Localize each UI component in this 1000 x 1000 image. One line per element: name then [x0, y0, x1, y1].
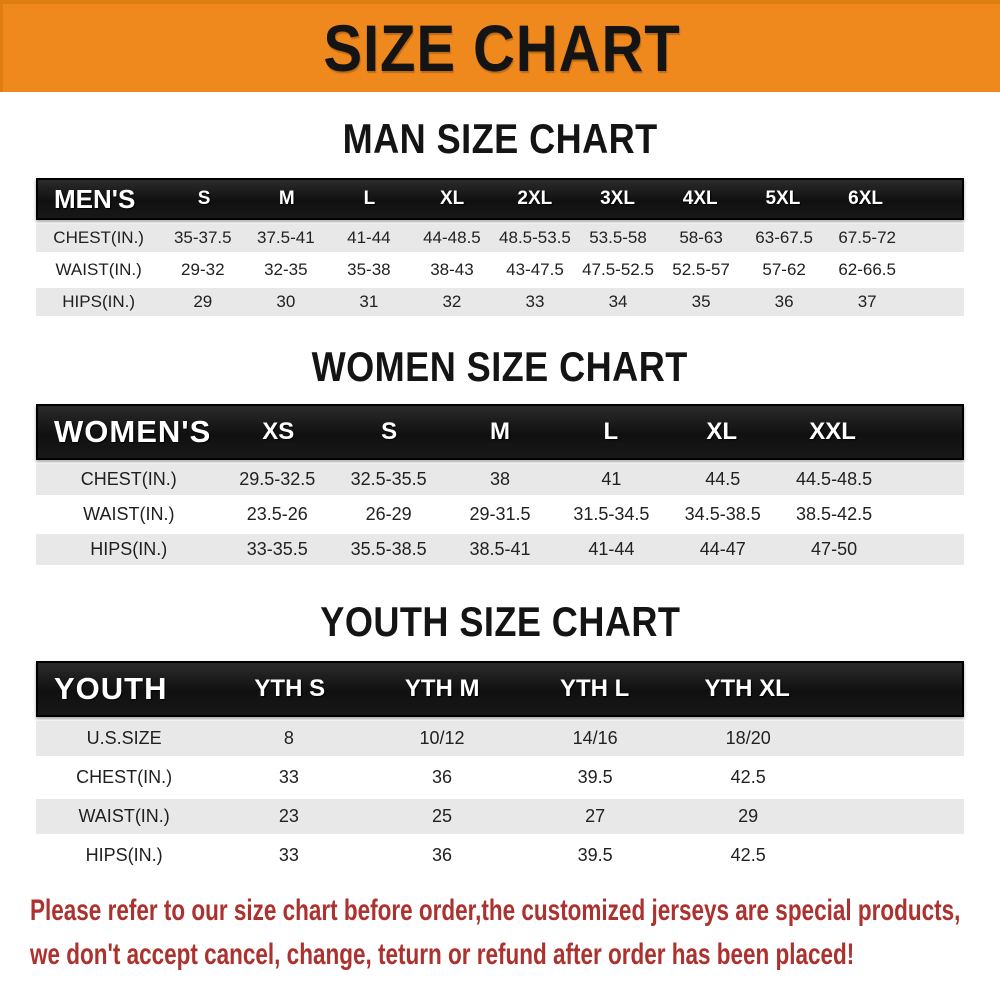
column-header: 6XL [848, 188, 883, 209]
man-section-heading [0, 115, 1000, 162]
table-row [36, 464, 964, 495]
table-cell: 18/20 [725, 728, 771, 748]
table-cell: 62-66.5 [838, 260, 896, 279]
table-cell: 57-62 [762, 260, 806, 279]
table-cell: 33 [525, 292, 545, 311]
column-header: M [278, 188, 295, 209]
table-cell: 29.5-32.5 [239, 469, 316, 489]
table-cell: 53.5-58 [589, 228, 647, 247]
table-cell: 31.5-34.5 [573, 504, 650, 524]
column-header: XS [262, 418, 295, 445]
row-label: U.S.SIZE [86, 728, 162, 748]
table-cell: 38.5-42.5 [796, 504, 873, 524]
table-cell: 44-47 [699, 539, 746, 559]
table-cell: 63-67.5 [755, 228, 813, 247]
man-heading-text: MAN SIZE CHART [342, 115, 658, 162]
table-cell: 29-31.5 [469, 504, 531, 524]
womens-size-table [36, 404, 964, 565]
table-cell: 37.5-41 [257, 228, 315, 247]
column-header: 4XL [682, 188, 718, 209]
youth-heading-text: YOUTH SIZE CHART [319, 598, 681, 645]
table-cell: 38 [489, 469, 510, 489]
table-cell: 44.5-48.5 [796, 469, 873, 489]
mens-size-table [36, 178, 964, 316]
disclaimer-line-2: we don't accept cancel, change, teturn or refund after order has been placed! [30, 938, 855, 971]
table-cell: 23.5-26 [246, 504, 308, 524]
table-cell: 43-47.5 [506, 260, 564, 279]
table-row [36, 799, 964, 834]
table-cell: 67.5-72 [838, 228, 896, 247]
table-header-label: YOUTH [54, 671, 168, 706]
column-header: YTH S [254, 675, 326, 702]
column-header: 5XL [765, 188, 801, 209]
table-cell: 39.5 [577, 767, 613, 787]
table-cell: 44.5 [705, 469, 741, 489]
table-row [36, 288, 964, 316]
table-cell: 41-44 [588, 539, 635, 559]
table-row [36, 760, 964, 795]
column-header: S [197, 188, 211, 209]
table-header-bar [36, 661, 964, 717]
table-cell: 35.5-38.5 [350, 539, 427, 559]
women-heading-text: WOMEN SIZE CHART [311, 343, 689, 390]
row-label: CHEST(IN.) [80, 469, 177, 489]
row-label: WAIST(IN.) [83, 504, 175, 524]
table-cell: 38-43 [430, 260, 474, 279]
table-cell: 35-37.5 [173, 228, 232, 247]
column-header: 3XL [600, 188, 635, 209]
row-label: CHEST(IN.) [76, 767, 173, 787]
youth-section-heading [0, 598, 1000, 645]
column-header: YTH M [404, 675, 480, 702]
table-cell: 29-32 [181, 260, 225, 279]
table-cell: 29 [738, 806, 759, 826]
table-cell: 58-63 [679, 228, 723, 247]
table-cell: 32 [442, 292, 462, 311]
table-cell: 48.5-53.5 [499, 228, 571, 247]
column-header: L [363, 188, 376, 209]
table-cell: 10/12 [419, 728, 465, 748]
table-cell: 39.5 [577, 845, 613, 865]
table-row [36, 534, 964, 565]
table-cell: 35 [691, 292, 711, 311]
table-cell: 36 [431, 767, 452, 787]
table-cell: 30 [276, 292, 296, 311]
table-row [36, 499, 964, 530]
table-header-label: MEN'S [54, 183, 136, 214]
table-cell: 36 [774, 292, 794, 311]
women-section-heading [0, 343, 1000, 390]
table-cell: 47.5-52.5 [582, 260, 654, 279]
row-label: WAIST(IN.) [78, 806, 170, 826]
table-cell: 33 [278, 767, 299, 787]
table-cell: 44-48.5 [423, 228, 481, 247]
table-header-label: WOMEN'S [54, 414, 212, 449]
column-header: XXL [809, 418, 856, 445]
table-row [36, 256, 964, 284]
table-cell: 42.5 [730, 767, 766, 787]
table-header-bar [36, 404, 964, 460]
column-header: YTH L [560, 675, 630, 702]
row-label: WAIST(IN.) [55, 260, 142, 279]
row-label: HIPS(IN.) [90, 539, 168, 559]
table-cell: 41 [601, 469, 622, 489]
table-cell: 29 [193, 292, 213, 311]
row-label: HIPS(IN.) [62, 292, 135, 311]
table-cell: 52.5-57 [672, 260, 730, 279]
table-cell: 34.5-38.5 [684, 504, 761, 524]
column-header: M [489, 418, 510, 445]
table-row [36, 838, 964, 873]
row-label: CHEST(IN.) [53, 228, 144, 247]
table-cell: 34 [608, 292, 628, 311]
column-header: S [381, 418, 398, 445]
table-cell: 32-35 [264, 260, 308, 279]
table-cell: 37 [857, 292, 877, 311]
column-header: XL [706, 418, 738, 445]
table-row [36, 721, 964, 756]
table-cell: 33 [278, 845, 299, 865]
disclaimer-line-1: Please refer to our size chart before order,the customized jerseys are special products, [30, 894, 961, 927]
table-cell: 41-44 [347, 228, 391, 247]
size-chart-banner [0, 0, 1000, 92]
column-header: 2XL [517, 188, 553, 209]
column-header: YTH XL [704, 675, 790, 702]
row-label: HIPS(IN.) [85, 845, 163, 865]
table-row [36, 224, 964, 252]
table-cell: 36 [431, 845, 452, 865]
table-cell: 23 [278, 806, 299, 826]
table-cell: 35-38 [347, 260, 391, 279]
banner-title: SIZE CHART [322, 11, 681, 85]
table-cell: 33-35.5 [246, 539, 308, 559]
table-cell: 42.5 [730, 845, 766, 865]
column-header: XL [440, 188, 465, 209]
table-cell: 25 [431, 806, 452, 826]
table-cell: 8 [283, 728, 294, 748]
table-cell: 14/16 [572, 728, 618, 748]
table-cell: 38.5-41 [469, 539, 531, 559]
table-cell: 26-29 [365, 504, 412, 524]
table-cell: 32.5-35.5 [350, 469, 427, 489]
table-header-bar [36, 178, 964, 220]
youth-size-table [36, 661, 964, 873]
table-cell: 47-50 [811, 539, 858, 559]
table-cell: 27 [585, 806, 606, 826]
order-disclaimer [30, 891, 1000, 979]
column-header: L [603, 418, 619, 445]
table-cell: 31 [359, 292, 379, 311]
